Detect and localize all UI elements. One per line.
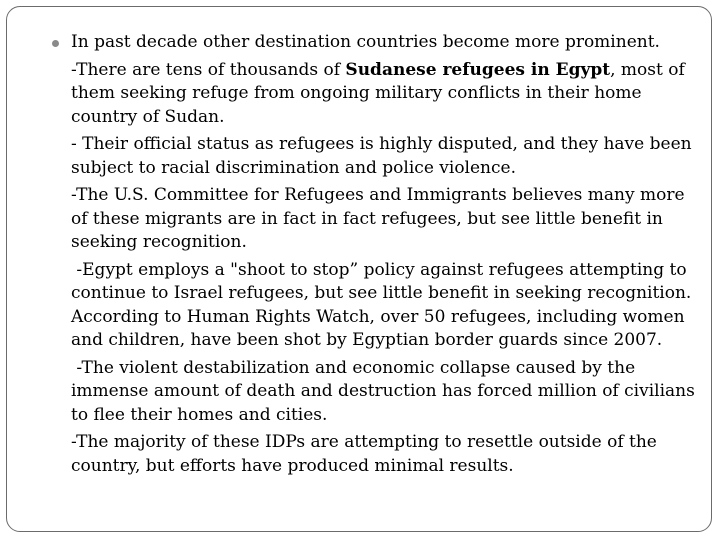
paragraph-text-pre: -There are tens of thousands of bbox=[71, 59, 346, 80]
paragraph-idps: -The majority of these IDPs are attempting to resettle outside of the country, but efforts have produced minimal results. bbox=[71, 432, 657, 476]
paragraph-shoot-to-stop: -Egypt employs a "shoot to stop” policy against refugees attempting to continue to Israel refugees, but see little benefit in seeking recognition. According to Human Rights Watch, over 50 refugees, including women and children, have been shot by Egyptian border guards since 2007. bbox=[71, 259, 697, 350]
paragraph-uscri: -The U.S. Committee for Refugees and Immigrants believes many more of these migrants are in fact in fact refugees, but see little benefit in seeking recognition. bbox=[71, 185, 685, 252]
paragraph-sudanese-refugees bbox=[71, 59, 696, 130]
paragraph-official-status: - Their official status as refugees is highly disputed, and they have been subject to racial discrimination and police violence. bbox=[71, 134, 692, 178]
paragraph-text-bold: Sudanese refugees in Egypt bbox=[345, 59, 611, 80]
bullet-item bbox=[71, 31, 696, 55]
paragraph-text-post: , most of them seeking refuge from ongoing military conflicts in their home country of Sudan. bbox=[71, 59, 685, 127]
bullet-dot-icon bbox=[52, 40, 59, 47]
slide-content bbox=[71, 31, 701, 482]
paragraph-destabilization: -The violent destabilization and economic collapse caused by the immense amount of death and destruction has forced million of civilians to flee their homes and cities. bbox=[71, 357, 701, 425]
bullet-text: In past decade other destination countries become more prominent. bbox=[71, 32, 660, 52]
slide-frame bbox=[6, 6, 712, 532]
